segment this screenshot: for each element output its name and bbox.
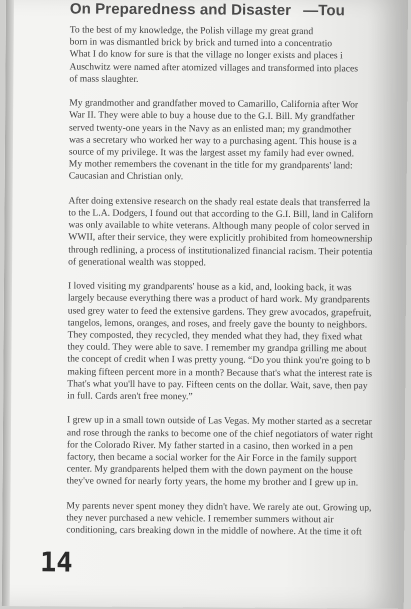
paragraph	[67, 415, 408, 491]
text-line: of mass slaughter.	[69, 73, 139, 85]
text-line: center. My grandparents helped them with the down payment on the house	[66, 463, 353, 477]
text-line: source of my privilege. It was the largest asset my family had ever owned.	[68, 146, 355, 160]
text-line: born in was dismantled brick by brick and turned into a concentratio	[69, 36, 333, 50]
essay-title: On Preparedness and Disaster	[69, 0, 292, 19]
text-line: I loved visiting my grandparents' house as a kid, and, looking back, it was	[67, 280, 352, 294]
text-line: they could. They were able to save. I remember my grandpa grilling me about	[67, 341, 367, 355]
paragraph	[66, 500, 408, 539]
text-line: They composted, they recycled, they mended what they had, they fixed what	[67, 329, 363, 343]
text-line: in full. Cards aren't free money.”	[67, 390, 193, 403]
paragraph	[69, 24, 408, 87]
text-line: used grey water to feed the extensive gardens. They grew avocados, grapefruit,	[67, 305, 372, 319]
text-line: My mother remembers the covenant in the title for my grandparents' land:	[68, 158, 353, 172]
text-line: That's what you'll have to pay. Fifteen cents on the dollar. Wait, save, then pay	[67, 378, 368, 392]
text-line: of generational wealth was stopped.	[68, 256, 206, 269]
text-line: After doing extensive research on the shady real estate deals that transferred la	[68, 195, 371, 209]
page-number: 14	[39, 547, 73, 579]
page-header	[70, 0, 345, 19]
text-line: tangelos, lemons, oranges, and roses, and freely gave the bounty to neighbors.	[67, 317, 368, 331]
essay-body	[66, 24, 408, 551]
text-line: they never purchased a new vehicle. I remember summers without air	[66, 512, 334, 526]
text-line: making fifteen percent more in a month? Because that's what the interest rate is	[67, 366, 373, 380]
text-line: Caucasian and Christian only.	[68, 170, 184, 183]
text-line: was a secretary who worked her way to a purchasing agent. This house is a	[68, 134, 357, 148]
page-binding-shadow	[2, 0, 14, 606]
text-line: My grandmother and grandfather moved to Camarillo, California after Wor	[69, 97, 359, 111]
text-line: served twenty-one years in the Navy as an enlisted man; my grandmother	[69, 122, 352, 136]
text-line: they've owned for nearly forty years, the home my brother and I grew up in.	[66, 475, 359, 489]
text-line: conditioning, cars breaking down in the middle of nowhere. At the time it oft	[66, 524, 362, 538]
text-line: Auschwitz were named after atomized villages and transformed into places	[69, 61, 359, 75]
document-page	[2, 0, 408, 609]
essay-author: —Tou	[303, 2, 345, 20]
text-line: for the Colorado River. My father started in a casino, then worked in a pen	[66, 439, 354, 453]
paragraph	[68, 195, 408, 271]
paragraph	[67, 281, 408, 405]
text-line: through redlining, a process of institutionalized financial racism. Their potentia	[68, 244, 373, 258]
text-line: the concept of credit when I was pretty young. “Do you think you're going to b	[67, 353, 371, 367]
paragraph	[69, 98, 408, 186]
text-line: factory, then became a social worker for the Air Force in the family support	[66, 451, 357, 465]
text-line: largely because everything there was a product of hard work. My grandparents	[67, 292, 370, 306]
text-line: My parents never spent money they didn't have. We rarely ate out. Growing up,	[66, 500, 372, 514]
text-line: to the L.A. Dodgers, I found out that according to the G.I. Bill, land in Californ	[68, 207, 374, 221]
text-line: I grew up in a small town outside of Las Vegas. My mother started as a secretar	[66, 414, 372, 429]
text-line: and rose through the ranks to become one of the chief negotiators of water right	[66, 427, 373, 441]
text-line: War II. They were able to buy a house due to the G.I. Bill. My grandfather	[69, 109, 355, 123]
text-line: was only available to white veterans. Although many people of color served in	[68, 219, 370, 233]
text-line: To the best of my knowledge, the Polish village my great grand	[69, 24, 314, 38]
text-line: WWII, after their service, they were explicitly prohibited from homeownership	[68, 231, 373, 245]
text-line: What I do know for sure is that the village no longer exists and places i	[69, 48, 343, 62]
